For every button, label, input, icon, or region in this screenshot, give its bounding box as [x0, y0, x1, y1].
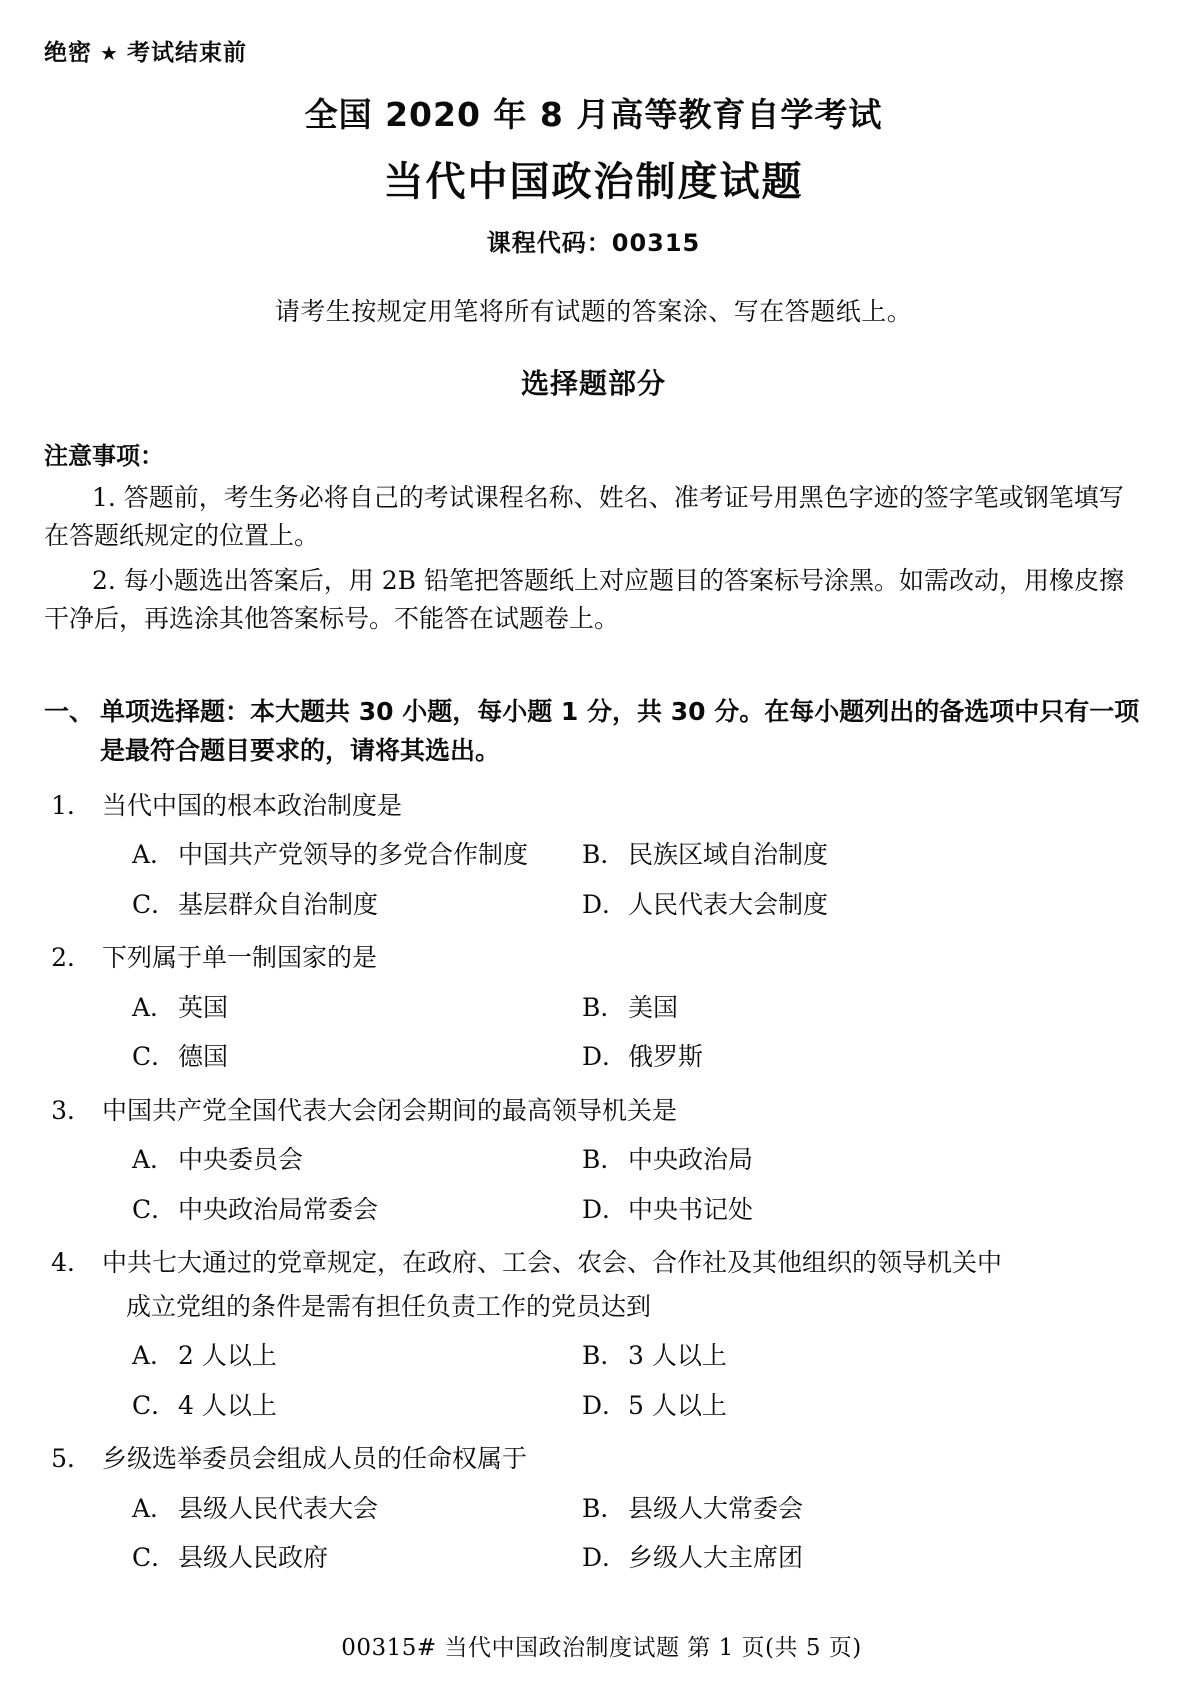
option-row [44, 836, 1143, 874]
option-label: D． [582, 889, 628, 919]
option-text: 县级人民代表大会 [178, 1493, 379, 1523]
question-text: 当代中国的根本政治制度是 [102, 790, 403, 820]
secret-label: 绝密 [44, 40, 92, 66]
option-d[interactable] [582, 1038, 1032, 1076]
option-d[interactable] [582, 1539, 1032, 1577]
big-question-text: 单项选择题：本大题共 30 小题，每小题 1 分，共 30 分。在每小题列出的备选项中只有一项是最符合题目要求的，请将其选出。 [100, 697, 1140, 765]
option-group [44, 836, 1143, 923]
option-label: C． [132, 1390, 177, 1420]
option-c[interactable] [132, 1539, 582, 1577]
question-number: 3． [51, 1095, 92, 1125]
option-text: 人民代表大会制度 [628, 889, 829, 919]
option-row [44, 1038, 1143, 1076]
option-row [44, 1141, 1143, 1179]
option-row [44, 1191, 1143, 1229]
notice-item-1: 1. 答题前，考生务必将自己的考试课程名称、姓名、准考证号用黑色字迹的签字笔或钢笔填写在答题纸规定的位置上。 [44, 483, 1124, 550]
option-row [44, 1387, 1143, 1425]
option-text: 基层群众自治制度 [178, 889, 379, 919]
option-text: 县级人民政府 [178, 1543, 329, 1572]
option-label: A． [132, 1145, 176, 1174]
option-label: B． [582, 840, 626, 869]
option-row [44, 886, 1143, 924]
question-stem [44, 1440, 1143, 1478]
option-text: 乡级人大主席团 [628, 1543, 804, 1572]
option-group [44, 1337, 1143, 1424]
option-group [44, 1141, 1143, 1228]
option-text: 俄罗斯 [628, 1042, 704, 1071]
option-text: 5 人以上 [628, 1390, 727, 1420]
question-stem [44, 787, 1143, 825]
exam-title-line2: 当代中国政治制度试题 [383, 159, 804, 205]
secret-suffix: 考试结束前 [126, 40, 247, 66]
option-b[interactable] [582, 1490, 1032, 1528]
option-a[interactable] [132, 989, 582, 1027]
big-question-number: 一、 [44, 697, 95, 726]
option-text: 3 人以上 [628, 1341, 727, 1370]
option-label: B． [582, 1145, 626, 1174]
option-label: A． [132, 1341, 176, 1370]
option-a[interactable] [132, 1490, 582, 1528]
option-b[interactable] [582, 1141, 1032, 1179]
option-label: A． [132, 992, 176, 1022]
question-number: 1． [51, 790, 92, 820]
option-label: D． [582, 1042, 628, 1071]
option-row [44, 1490, 1143, 1528]
option-a[interactable] [132, 1141, 582, 1179]
question-text: 乡级选举委员会组成人员的任命权属于 [102, 1444, 528, 1473]
section-title: 选择题部分 [520, 367, 666, 400]
option-label: C． [132, 1194, 177, 1224]
notice-item-2: 2. 每小题选出答案后，用 2B 铅笔把答题纸上对应题目的答案标号涂黑。如需改动，用橡皮擦干净后，再选涂其他答案标号。不能答在试题卷上。 [44, 566, 1124, 633]
option-label: D． [582, 1194, 628, 1224]
question-number: 5． [51, 1444, 92, 1473]
option-group [44, 1490, 1143, 1577]
option-label: B． [582, 1341, 626, 1370]
option-c[interactable] [132, 1191, 582, 1229]
option-row [44, 1337, 1143, 1375]
option-c[interactable] [132, 1038, 582, 1076]
option-label: A． [132, 840, 176, 869]
option-c[interactable] [132, 886, 582, 924]
question-text: 下列属于单一制国家的是 [102, 943, 378, 972]
page-footer: 00315# 当代中国政治制度试题 第 1 页(共 5 页) [341, 1635, 862, 1661]
option-row [44, 989, 1143, 1027]
question-text: 中国共产党全国代表大会闭会期间的最高领导机关是 [102, 1095, 678, 1125]
option-label: C． [132, 1042, 177, 1071]
question-item [44, 939, 1143, 1076]
course-code: 课程代码：00315 [486, 229, 701, 257]
question-stem [44, 1244, 1143, 1282]
star-icon: ★ [100, 41, 119, 65]
option-text: 美国 [628, 992, 679, 1022]
question-stem [44, 939, 1143, 977]
option-b[interactable] [582, 1337, 1032, 1375]
option-c[interactable] [132, 1387, 582, 1425]
question-stem [44, 1092, 1143, 1130]
option-d[interactable] [582, 886, 1032, 924]
big-question-heading [44, 693, 1143, 771]
exam-title-line1: 全国 2020 年 8 月高等教育自学考试 [304, 95, 883, 134]
option-group [44, 989, 1143, 1076]
option-label: C． [132, 889, 177, 919]
option-text: 2 人以上 [178, 1341, 277, 1370]
question-text: 中共七大通过的党章规定，在政府、工会、农会、合作社及其他组织的领导机关中 [102, 1248, 1003, 1277]
answer-instruction: 请考生按规定用笔将所有试题的答案涂、写在答题纸上。 [274, 297, 913, 326]
option-text: 县级人大常委会 [628, 1493, 804, 1523]
option-row [44, 1539, 1143, 1577]
option-b[interactable] [582, 836, 1032, 874]
secret-header [44, 34, 1143, 67]
option-text: 中央委员会 [178, 1145, 304, 1174]
question-number: 4． [51, 1248, 92, 1277]
option-text: 中央政治局常委会 [178, 1194, 379, 1224]
question-item [44, 1440, 1143, 1577]
option-a[interactable] [132, 836, 582, 874]
option-text: 英国 [178, 992, 229, 1022]
question-item [44, 1092, 1143, 1229]
option-text: 德国 [178, 1042, 229, 1071]
option-text: 民族区域自治制度 [628, 840, 829, 869]
option-d[interactable] [582, 1387, 1032, 1425]
option-label: B． [582, 992, 626, 1022]
option-label: B． [582, 1493, 626, 1523]
option-label: D． [582, 1390, 628, 1420]
question-text-continued: 成立党组的条件是需有担任负责工作的党员达到 [126, 1291, 652, 1321]
option-text: 中国共产党领导的多党合作制度 [178, 840, 529, 869]
option-text: 中央书记处 [628, 1194, 754, 1224]
option-a[interactable] [132, 1337, 582, 1375]
option-text: 中央政治局 [628, 1145, 754, 1174]
option-label: A． [132, 1493, 176, 1523]
notice-heading: 注意事项： [44, 442, 164, 470]
option-label: D． [582, 1543, 628, 1572]
option-label: C． [132, 1543, 177, 1572]
option-b[interactable] [582, 989, 1032, 1027]
option-text: 4 人以上 [178, 1390, 277, 1420]
question-number: 2． [51, 943, 92, 972]
question-item [44, 1244, 1143, 1424]
option-d[interactable] [582, 1191, 1032, 1229]
question-item [44, 787, 1143, 924]
